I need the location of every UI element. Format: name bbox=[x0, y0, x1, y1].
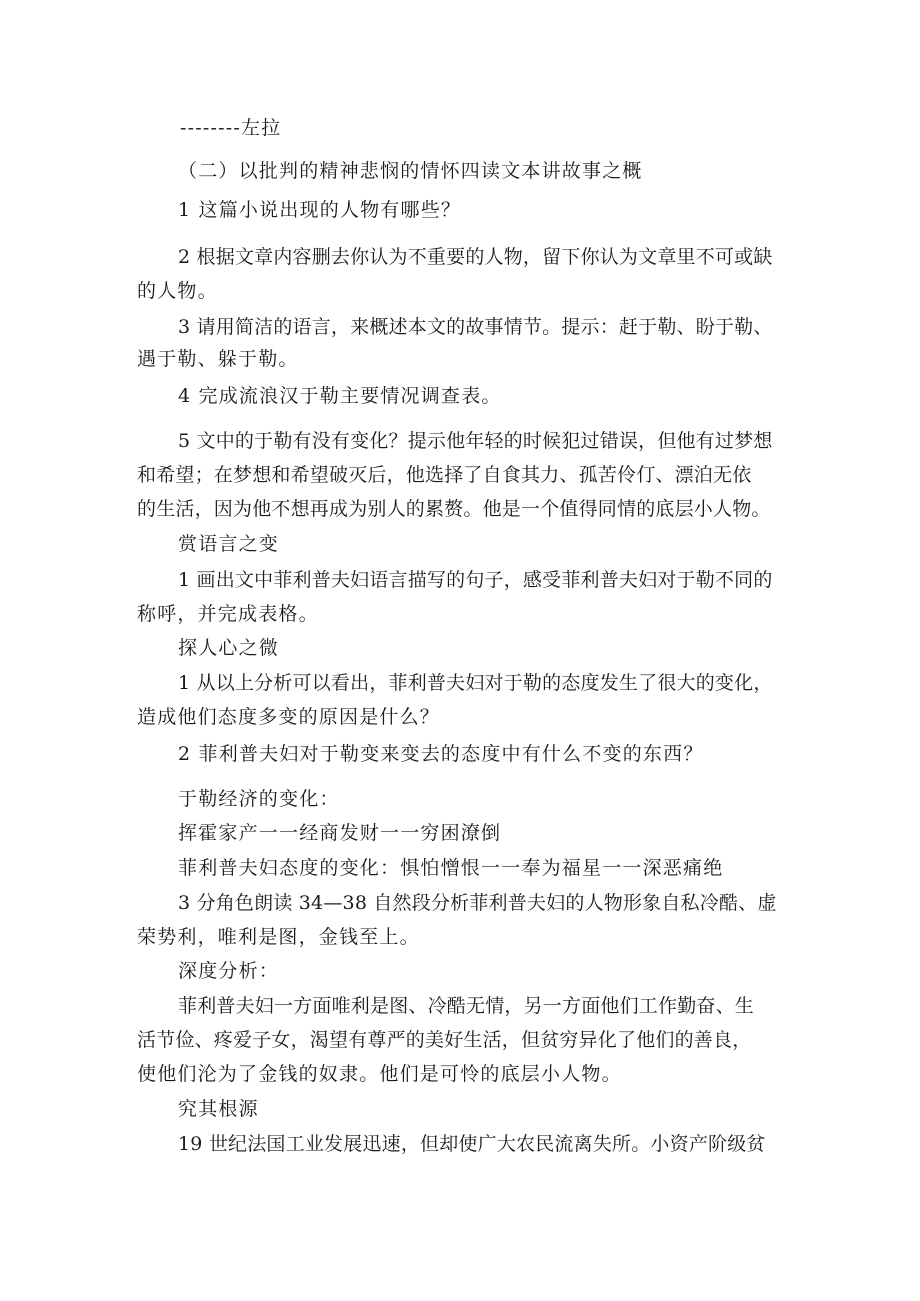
paragraph-line: 1 画出文中菲利普夫妇语言描写的句子，感受菲利普夫妇对于勒不同的 bbox=[178, 569, 773, 591]
paragraph-line: 3 请用简洁的语言，来概述本文的故事情节。提示：赶于勒、盼于勒、 bbox=[178, 316, 773, 338]
paragraph-line: 19 世纪法国工业发展迅速，但却使广大农民流离失所。小资产阶级贫 bbox=[178, 1133, 766, 1155]
paragraph-line: 的人物。 bbox=[137, 280, 218, 302]
paragraph-line: 3 分角色朗读 34—38 自然段分析菲利普夫妇的人物形象自私冷酷、虚 bbox=[178, 892, 777, 914]
paragraph-line: 的生活，因为他不想再成为别人的累赘。他是一个值得同情的底层小人物。 bbox=[137, 498, 771, 520]
section-heading: （二）以批判的精神悲悯的情怀四读文本讲故事之概 bbox=[178, 160, 643, 182]
paragraph-line: 菲利普夫妇态度的变化：惧怕憎恨一一奉为福星一一深恶痛绝 bbox=[178, 857, 724, 879]
paragraph-line: 菲利普夫妇一方面唯利是图、冷酷无情，另一方面他们工作勤奋、生 bbox=[178, 995, 755, 1017]
paragraph-line: 造成他们态度多变的原因是什么？ bbox=[137, 706, 441, 728]
paragraph-line: 于勒经济的变化： bbox=[178, 788, 340, 810]
paragraph-line: 称呼，并完成表格。 bbox=[137, 603, 319, 625]
subsection-heading: 深度分析： bbox=[178, 960, 280, 982]
subsection-heading: 赏语言之变 bbox=[178, 533, 280, 555]
paragraph-line: 遇于勒、躲于勒。 bbox=[137, 348, 299, 370]
paragraph-line: 和希望；在梦想和希望破灭后，他选择了自食其力、孤苦伶仃、漂泊无依 bbox=[137, 464, 752, 486]
subsection-heading: 探人心之微 bbox=[178, 637, 280, 659]
paragraph-line: 1 这篇小说出现的人物有哪些？ bbox=[178, 199, 462, 221]
paragraph-line: 使他们沦为了金钱的奴隶。他们是可怜的底层小人物。 bbox=[137, 1063, 622, 1085]
paragraph-line: 荣势利，唯利是图，金钱至上。 bbox=[137, 926, 420, 948]
paragraph-line: 活节俭、疼爱子女，渴望有尊严的美好生活，但贫穷异化了他们的善良， bbox=[137, 1029, 752, 1051]
subsection-heading: 究其根源 bbox=[178, 1098, 259, 1120]
paragraph-line: 5 文中的于勒有没有变化？提示他年轻的时候犯过错误，但他有过梦想 bbox=[178, 430, 773, 452]
paragraph-line: 2 根据文章内容删去你认为不重要的人物，留下你认为文章里不可或缺 bbox=[178, 246, 773, 268]
paragraph-line: 2 菲利普夫妇对于勒变来变去的态度中有什么不变的东西？ bbox=[178, 743, 704, 765]
paragraph-line: 4 完成流浪汉于勒主要情况调查表。 bbox=[178, 385, 502, 407]
quote-attribution: --------左拉 bbox=[180, 117, 282, 139]
paragraph-line: 挥霍家产一一经商发财一一穷困潦倒 bbox=[178, 822, 502, 844]
paragraph-line: 1 从以上分析可以看出，菲利普夫妇对于勒的态度发生了很大的变化， bbox=[178, 672, 773, 694]
